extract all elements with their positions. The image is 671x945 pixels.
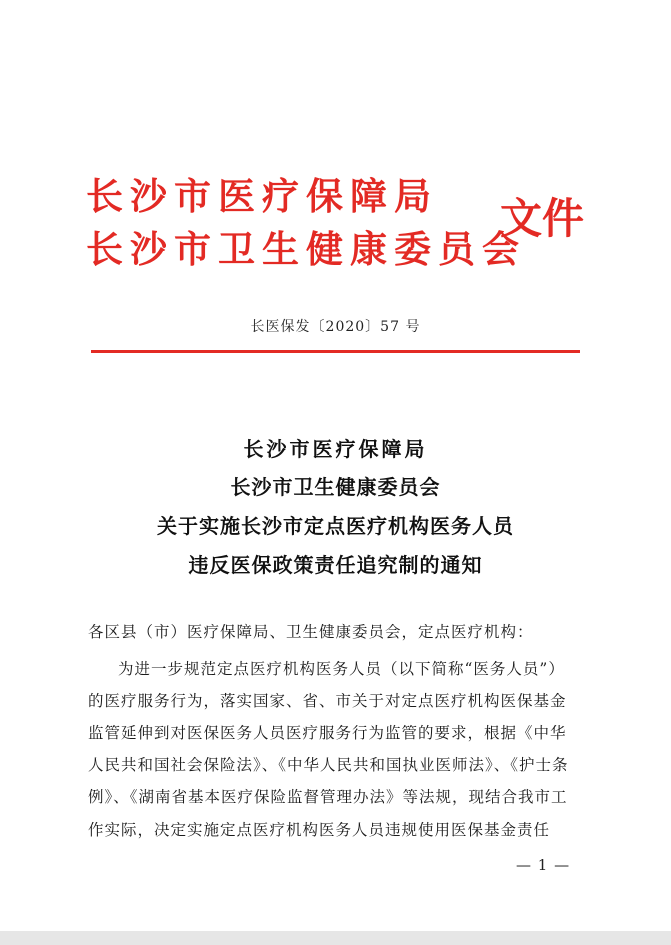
title-line-1: 长沙市医疗保障局 — [243, 437, 428, 461]
document-suffix: 文件 — [500, 194, 585, 243]
body-line: 监管延伸到对医保医务人员医疗服务行为监管的要求，根据《中华 — [88, 724, 567, 742]
body-line: 作实际，决定实施定点医疗机构医务人员违规使用医保基金责任 — [88, 821, 551, 839]
title-line-4: 违反医保政策责任追究制的通知 — [188, 553, 483, 577]
bottom-scroll-edge — [0, 931, 671, 945]
body-line: 的医疗服务行为，落实国家、省、市关于对定点医疗机构医保基金 — [88, 692, 567, 710]
title-line-2: 长沙市卫生健康委员会 — [230, 475, 441, 499]
body-line: 人民共和国社会保险法》、《中华人民共和国执业医师法》、《护士条 — [88, 756, 569, 774]
body-line: 为进一步规范定点医疗机构医务人员（以下简称“医务人员”） — [118, 660, 565, 678]
title-line-3: 关于实施长沙市定点医疗机构医务人员 — [157, 514, 514, 538]
body-line: 例》、《湖南省基本医疗保险监督管理办法》等法规，现结合我市工 — [88, 788, 568, 806]
salutation: 各区县（市）医疗保障局、卫生健康委员会，定点医疗机构： — [88, 623, 534, 641]
document-number: 长医保发〔2020〕57 号 — [250, 319, 421, 335]
issuer-name-2: 长沙市卫生健康委员会 — [86, 227, 526, 271]
red-separator-line — [91, 350, 580, 353]
issuer-name-1: 长沙市医疗保障局 — [86, 174, 438, 218]
page-number: — 1 — — [516, 856, 571, 874]
